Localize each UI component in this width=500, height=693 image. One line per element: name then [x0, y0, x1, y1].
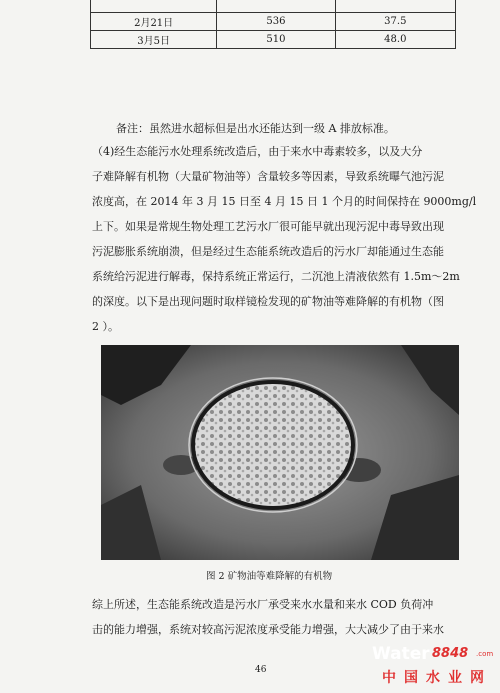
paragraph-line: 的深度。以下是出现问题时取样镜检发现的矿物油等难降解的有机物（图	[92, 295, 444, 308]
watermark-logo	[372, 644, 492, 688]
paragraph-summary	[92, 592, 464, 642]
watermark-cn: 中国水业网	[382, 670, 492, 686]
paragraph-line: 系统给污泥进行解毒，保持系统正常运行，二沉池上清液依然有 1.5m～2m	[92, 270, 460, 283]
paragraph-line: （4)经生态能污水处理系统改造后，由于来水中毒素较多，以及大分	[92, 145, 423, 158]
table-cell-value1: 510	[217, 31, 335, 49]
paragraph-line: 击的能力增强，系统对较高污泥浓度承受能力增强，大大减少了由于来水	[92, 623, 444, 636]
paragraph-line: 污泥膨胀系统崩溃，但是经过生态能系统改造后的污水厂却能通过生态能	[92, 245, 444, 258]
table-row	[91, 13, 456, 31]
table-cell-date: 3月5日	[91, 31, 217, 49]
paragraph-4	[92, 139, 477, 339]
page-number: 46	[255, 665, 267, 675]
paragraph-line: 子难降解有机物（大量矿物油等）含量较多等因素，导致系统曝气池污泥	[92, 170, 444, 183]
table-note: 备注：虽然进水超标但是出水还能达到一级 A 排放标准。	[116, 122, 395, 135]
paragraph-line: 上下。如果是常规生物处理工艺污水厂很可能早就出现污泥中毒导致出现	[92, 220, 444, 233]
table-cell-value2: 37.5	[335, 13, 455, 31]
watermark-domain: .com	[476, 650, 494, 658]
paragraph-line: 浓度高，在 2014 年 3 月 15 日至 4 月 15 日 1 个月的时间保持在 9000mg/l	[92, 195, 477, 208]
table-row	[91, 0, 456, 13]
table-cell-value2: 48.0	[335, 31, 455, 49]
table-cell-date: 2月21日	[91, 13, 217, 31]
data-table	[90, 0, 456, 49]
watermark-number: 8848	[432, 646, 469, 661]
paragraph-line: 2 ）。	[92, 320, 119, 333]
figure-caption: 图 2 矿物油等难降解的有机物	[206, 571, 333, 582]
microscope-image	[101, 345, 459, 560]
paragraph-line: 综上所述，生态能系统改造是污水厂承受来水水量和来水 COD 负荷冲	[92, 598, 434, 611]
watermark-text: Water	[372, 644, 430, 664]
table-row	[91, 31, 456, 49]
table-cell-value1: 536	[217, 13, 335, 31]
microscope-photo	[101, 345, 459, 560]
